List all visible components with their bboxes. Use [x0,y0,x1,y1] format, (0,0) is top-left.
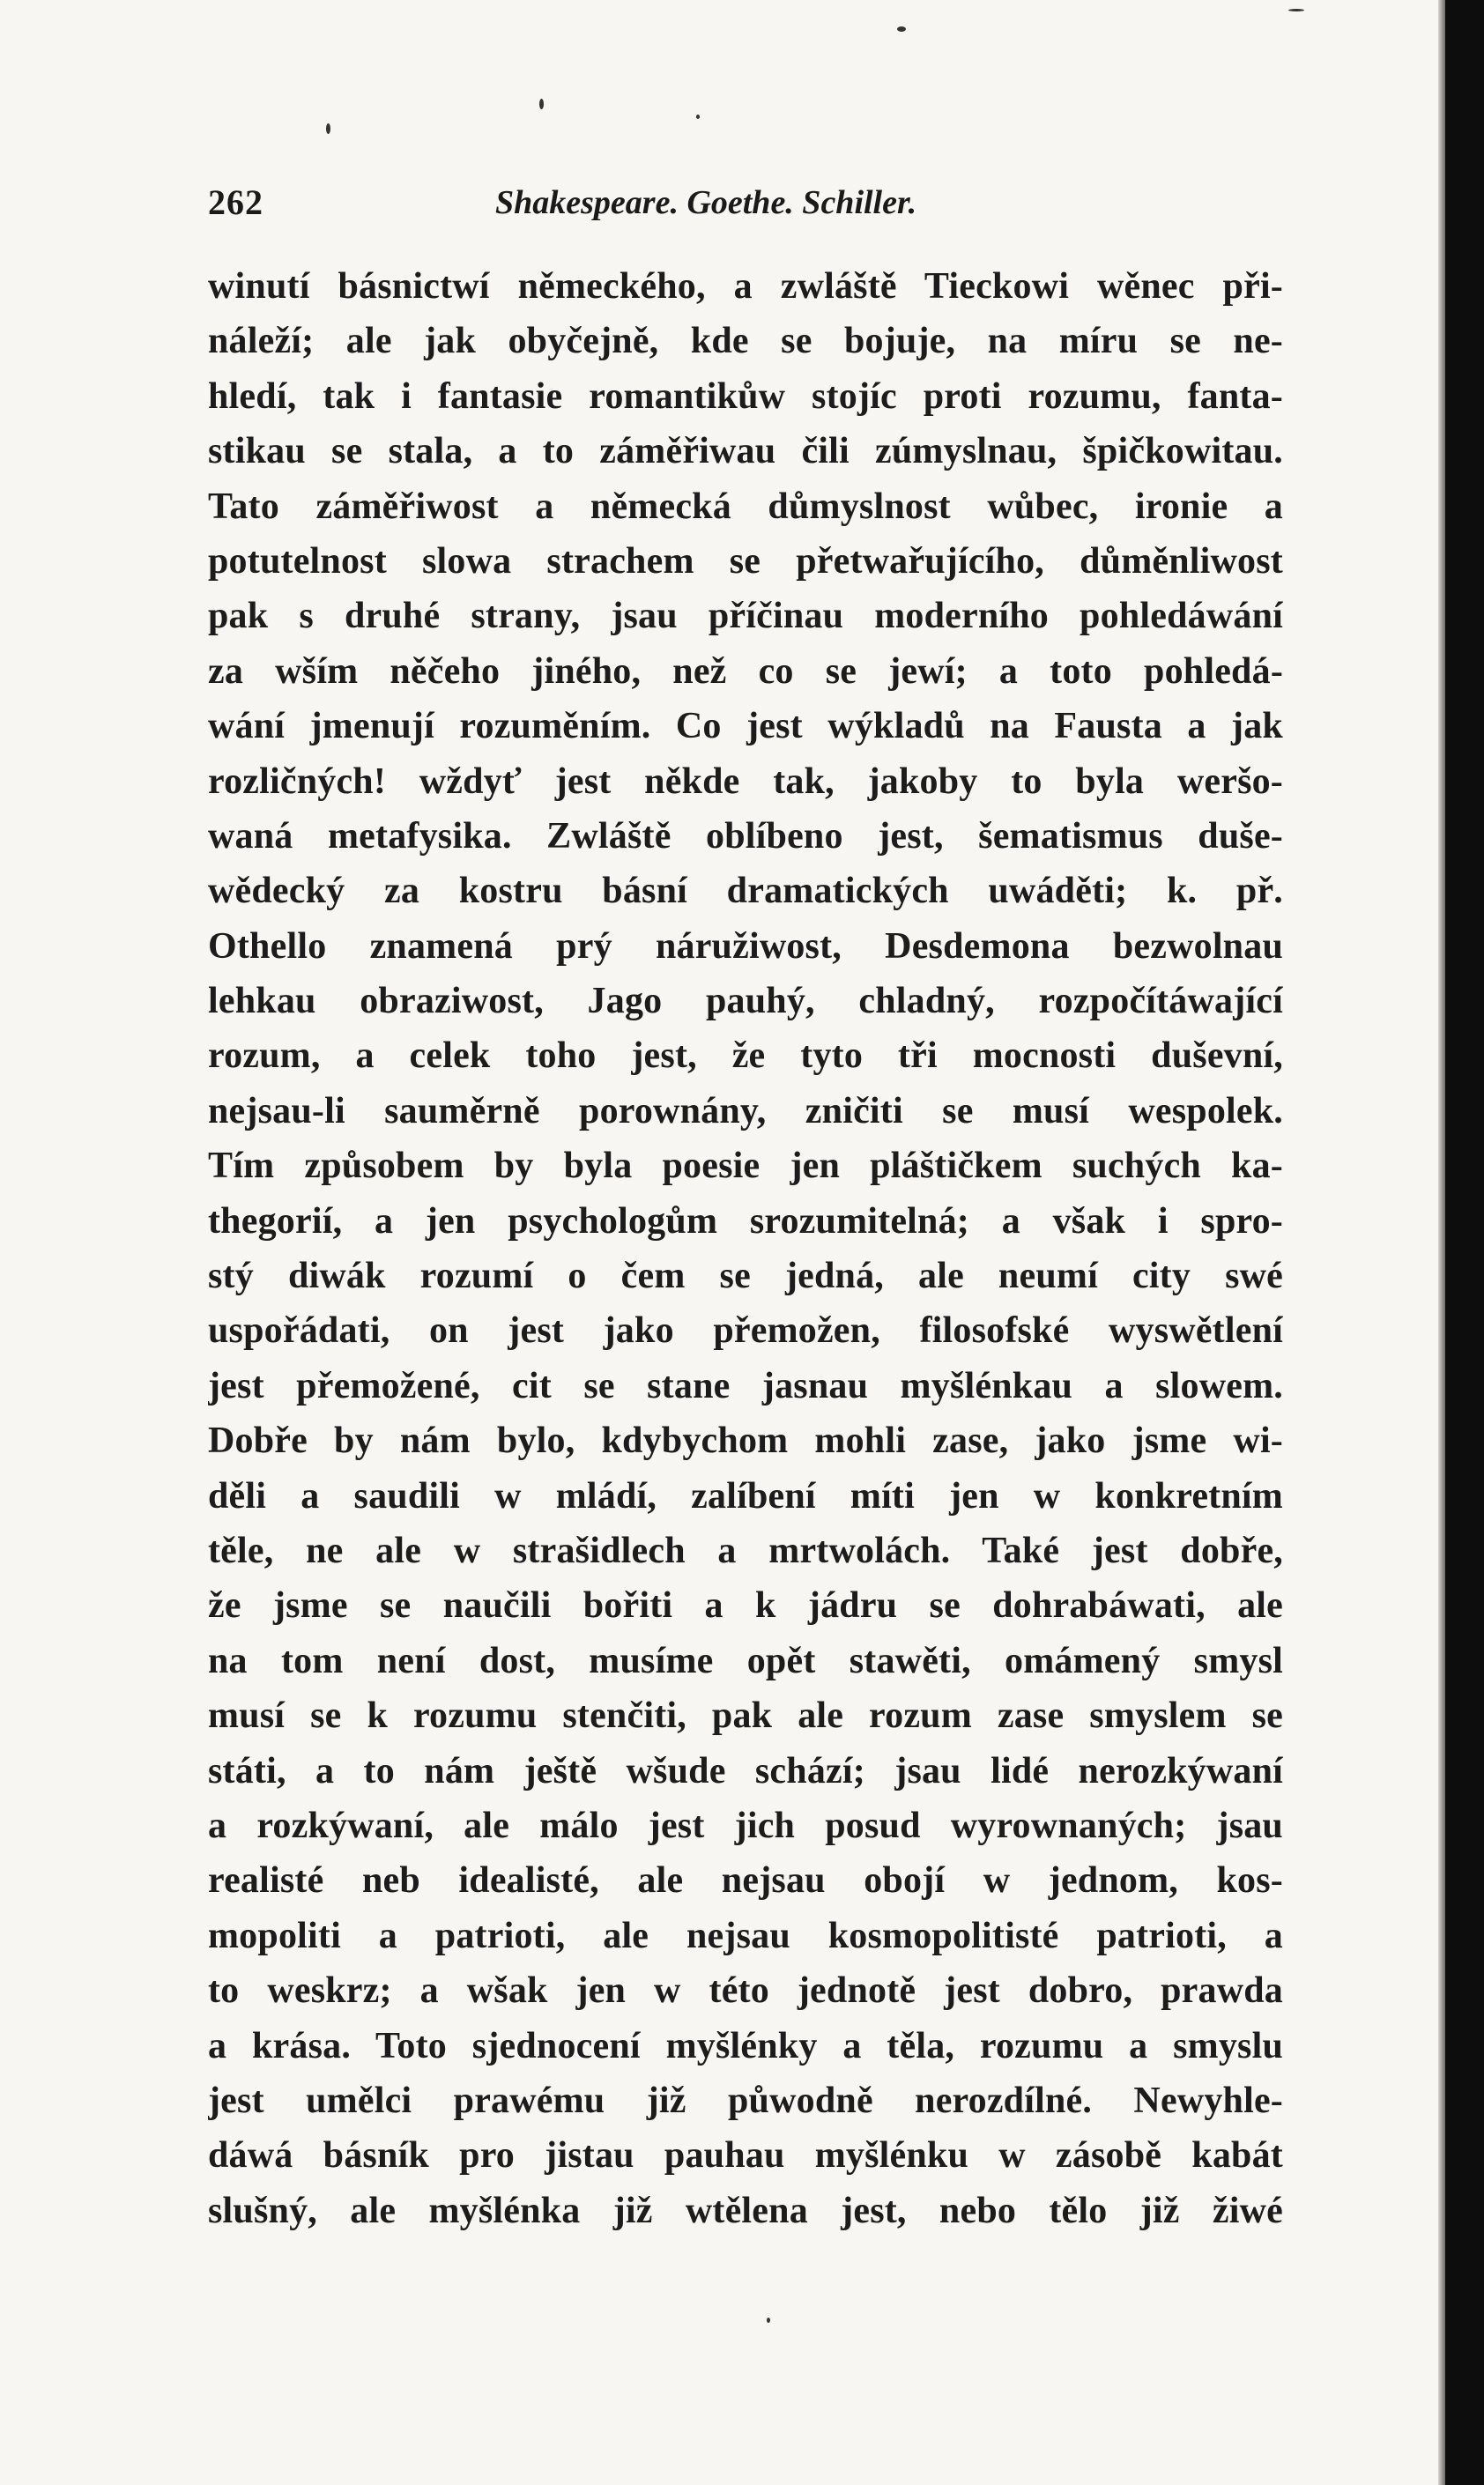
text-line: dáwá básník pro jistau pauhau myšlénku w zásobě kabát [208,2135,1283,2177]
text-line: hledí, tak i fantasie romantikůw stojíc proti rozumu, fanta- [208,375,1283,417]
text-line: potutelnost slowa strachem se přetwařujícího, důměnliwost [208,540,1283,582]
text-line: uspořádati, on jest jako přemožen, filosofské wyswětlení [208,1310,1283,1352]
text-line: za wším něčeho jiného, než co se jewí; a toto pohledá- [208,650,1283,692]
text-line: waná metafysika. Zwláště oblíbeno jest, šematismus duše- [208,815,1283,857]
text-line: stikau se stala, a to záměřiwau čili zúmyslnau, špičkowitau. [208,431,1283,472]
text-line: winutí básnictwí německého, a zwláště Tieckowi wěnec při- [208,266,1283,307]
text-line: Tato záměřiwost a německá důmyslnost wůbec, ironie a [208,486,1283,527]
running-head: Shakespeare. Goethe. Schiller. [495,184,917,221]
text-line: státi, a to nám ještě wšude schází; jsau lidé nerozkýwaní [208,1750,1283,1791]
book-binding-edge [1445,0,1484,2485]
text-line: musí se k rozumu stenčiti, pak ale rozum zase smyslem se [208,1695,1283,1737]
text-line: wání jmenují rozuměním. Co jest wýkladů na Fausta a jak [208,706,1283,747]
text-line: náleží; ale jak obyčejně, kde se bojuje, na míru se ne- [208,321,1283,362]
text-line: rozličných! wždyť jest někde tak, jakoby to byla weršo- [208,760,1283,802]
ink-speck [539,99,544,109]
text-line: to weskrz; a wšak jen w této jednotě jest dobro, prawda [208,1970,1283,2012]
text-line: a krása. Toto sjednocení myšlénky a těla, rozumu a smyslu [208,2025,1283,2066]
text-line: thegorií, a jen psychologům srozumitelná; a však i spro- [208,1200,1283,1242]
text-line: realisté neb idealisté, ale nejsau obojí w jednom, kos- [208,1860,1283,1902]
text-line: pak s druhé strany, jsau příčinau moderního pohledáwání [208,596,1283,637]
text-line: na tom není dost, musíme opět stawěti, omámený smysl [208,1640,1283,1681]
text-line: wědecký za kostru básní dramatických uwáděti; k. př. [208,871,1283,912]
text-line: Dobře by nám bylo, kdybychom mohli zase, jako jsme wi- [208,1421,1283,1462]
text-line: slušný, ale myšlénka již wtělena jest, nebo tělo již žiwé [208,2190,1283,2231]
ink-speck [696,115,700,119]
ink-speck [326,123,330,134]
ink-speck [767,2318,770,2323]
text-line: rozum, a celek toho jest, že tyto tři mocnosti duševní, [208,1035,1283,1077]
page-header [208,182,1283,234]
ink-speck [1288,9,1304,11]
text-line: těle, ne ale w strašidlech a mrtwolách. Také jest dobře, [208,1530,1283,1571]
text-line: a rozkýwaní, ale málo jest jich posud wyrownaných; jsau [208,1805,1283,1846]
text-line: jest přemožené, cit se stane jasnau myšlénkau a slowem. [208,1365,1283,1406]
page-edge-shadow [1438,0,1445,2485]
text-line: děli a saudili w mládí, zalíbení míti jen w konkretním [208,1475,1283,1517]
text-line: Othello znamená prý náružiwost, Desdemona bezwolnau [208,925,1283,967]
text-line: lehkau obraziwost, Jago pauhý, chladný, rozpočítáwající [208,981,1283,1022]
text-line: jest umělci prawému již půwodně nerozdílné. Newyhle- [208,2080,1283,2121]
body-text [208,259,1283,2238]
text-line: mopoliti a patrioti, ale nejsau kosmopolitisté patrioti, a [208,1915,1283,1956]
ink-speck [897,26,906,32]
text-line: nejsau-li sauměrně porownány, zničiti se musí wespolek. [208,1090,1283,1131]
text-line: Tím způsobem by byla poesie jen pláštičkem suchých ka- [208,1146,1283,1187]
text-line: stý diwák rozumí o čem se jedná, ale neumí city swé [208,1256,1283,1297]
text-line: že jsme se naučili bořiti a k jádru se dohrabáwati, ale [208,1585,1283,1627]
page-number: 262 [208,182,263,222]
